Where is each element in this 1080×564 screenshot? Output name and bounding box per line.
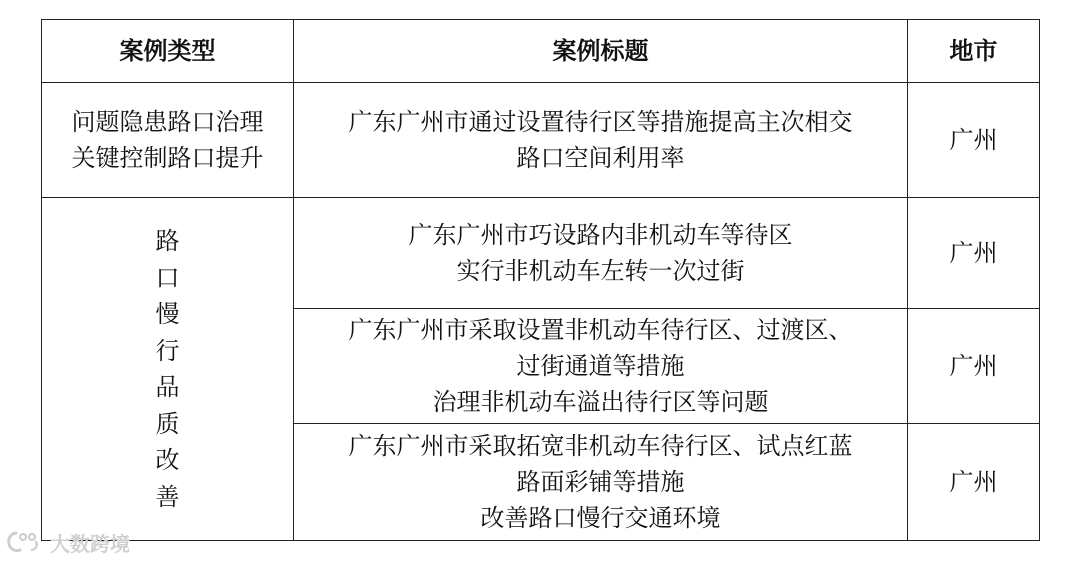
- case-title-line: 实行非机动车左转一次过街: [456, 257, 745, 285]
- case-type-vertical-label: 路口慢行品质改善: [155, 227, 180, 511]
- case-title-cell: [294, 198, 908, 309]
- case-type-cell: [42, 83, 294, 198]
- case-title-cell: [294, 424, 908, 541]
- city-cell: 广州: [908, 309, 1040, 424]
- case-title-cell: [294, 309, 908, 424]
- case-title-cell: [294, 83, 908, 198]
- case-title-line: 广东广州市采取设置非机动车待行区、过渡区、: [348, 316, 853, 344]
- case-title-line: 过街通道等措施: [516, 352, 685, 380]
- table-row: [42, 83, 1040, 198]
- header-city: 地市: [908, 20, 1040, 83]
- case-title-line: 广东广州市通过设置待行区等措施提高主次相交: [348, 108, 853, 136]
- header-case-type: 案例类型: [42, 20, 294, 83]
- watermark-text: 大数跨境: [50, 531, 130, 556]
- city-cell: 广州: [908, 198, 1040, 309]
- watermark: [6, 527, 130, 557]
- merged-case-type-cell: [42, 198, 294, 541]
- case-title-line: 广东广州市采取拓宽非机动车待行区、试点红蓝: [348, 432, 853, 460]
- case-title-line: 改善路口慢行交通环境: [480, 504, 721, 532]
- case-title-line: 治理非机动车溢出待行区等问题: [432, 388, 769, 416]
- brand-logo-icon: [6, 530, 46, 554]
- header-case-title: 案例标题: [294, 20, 908, 83]
- table-row: [42, 198, 1040, 309]
- city-cell: 广州: [908, 83, 1040, 198]
- case-title-line: 广东广州市巧设路内非机动车等待区: [408, 221, 793, 249]
- case-title-line: 路口空间利用率: [516, 144, 685, 172]
- case-type-line: 关键控制路口提升: [71, 144, 264, 172]
- case-title-line: 路面彩铺等措施: [516, 468, 685, 496]
- case-table: [41, 19, 1040, 541]
- header-row: [42, 20, 1040, 83]
- case-type-line: 问题隐患路口治理: [71, 108, 264, 136]
- city-cell: 广州: [908, 424, 1040, 541]
